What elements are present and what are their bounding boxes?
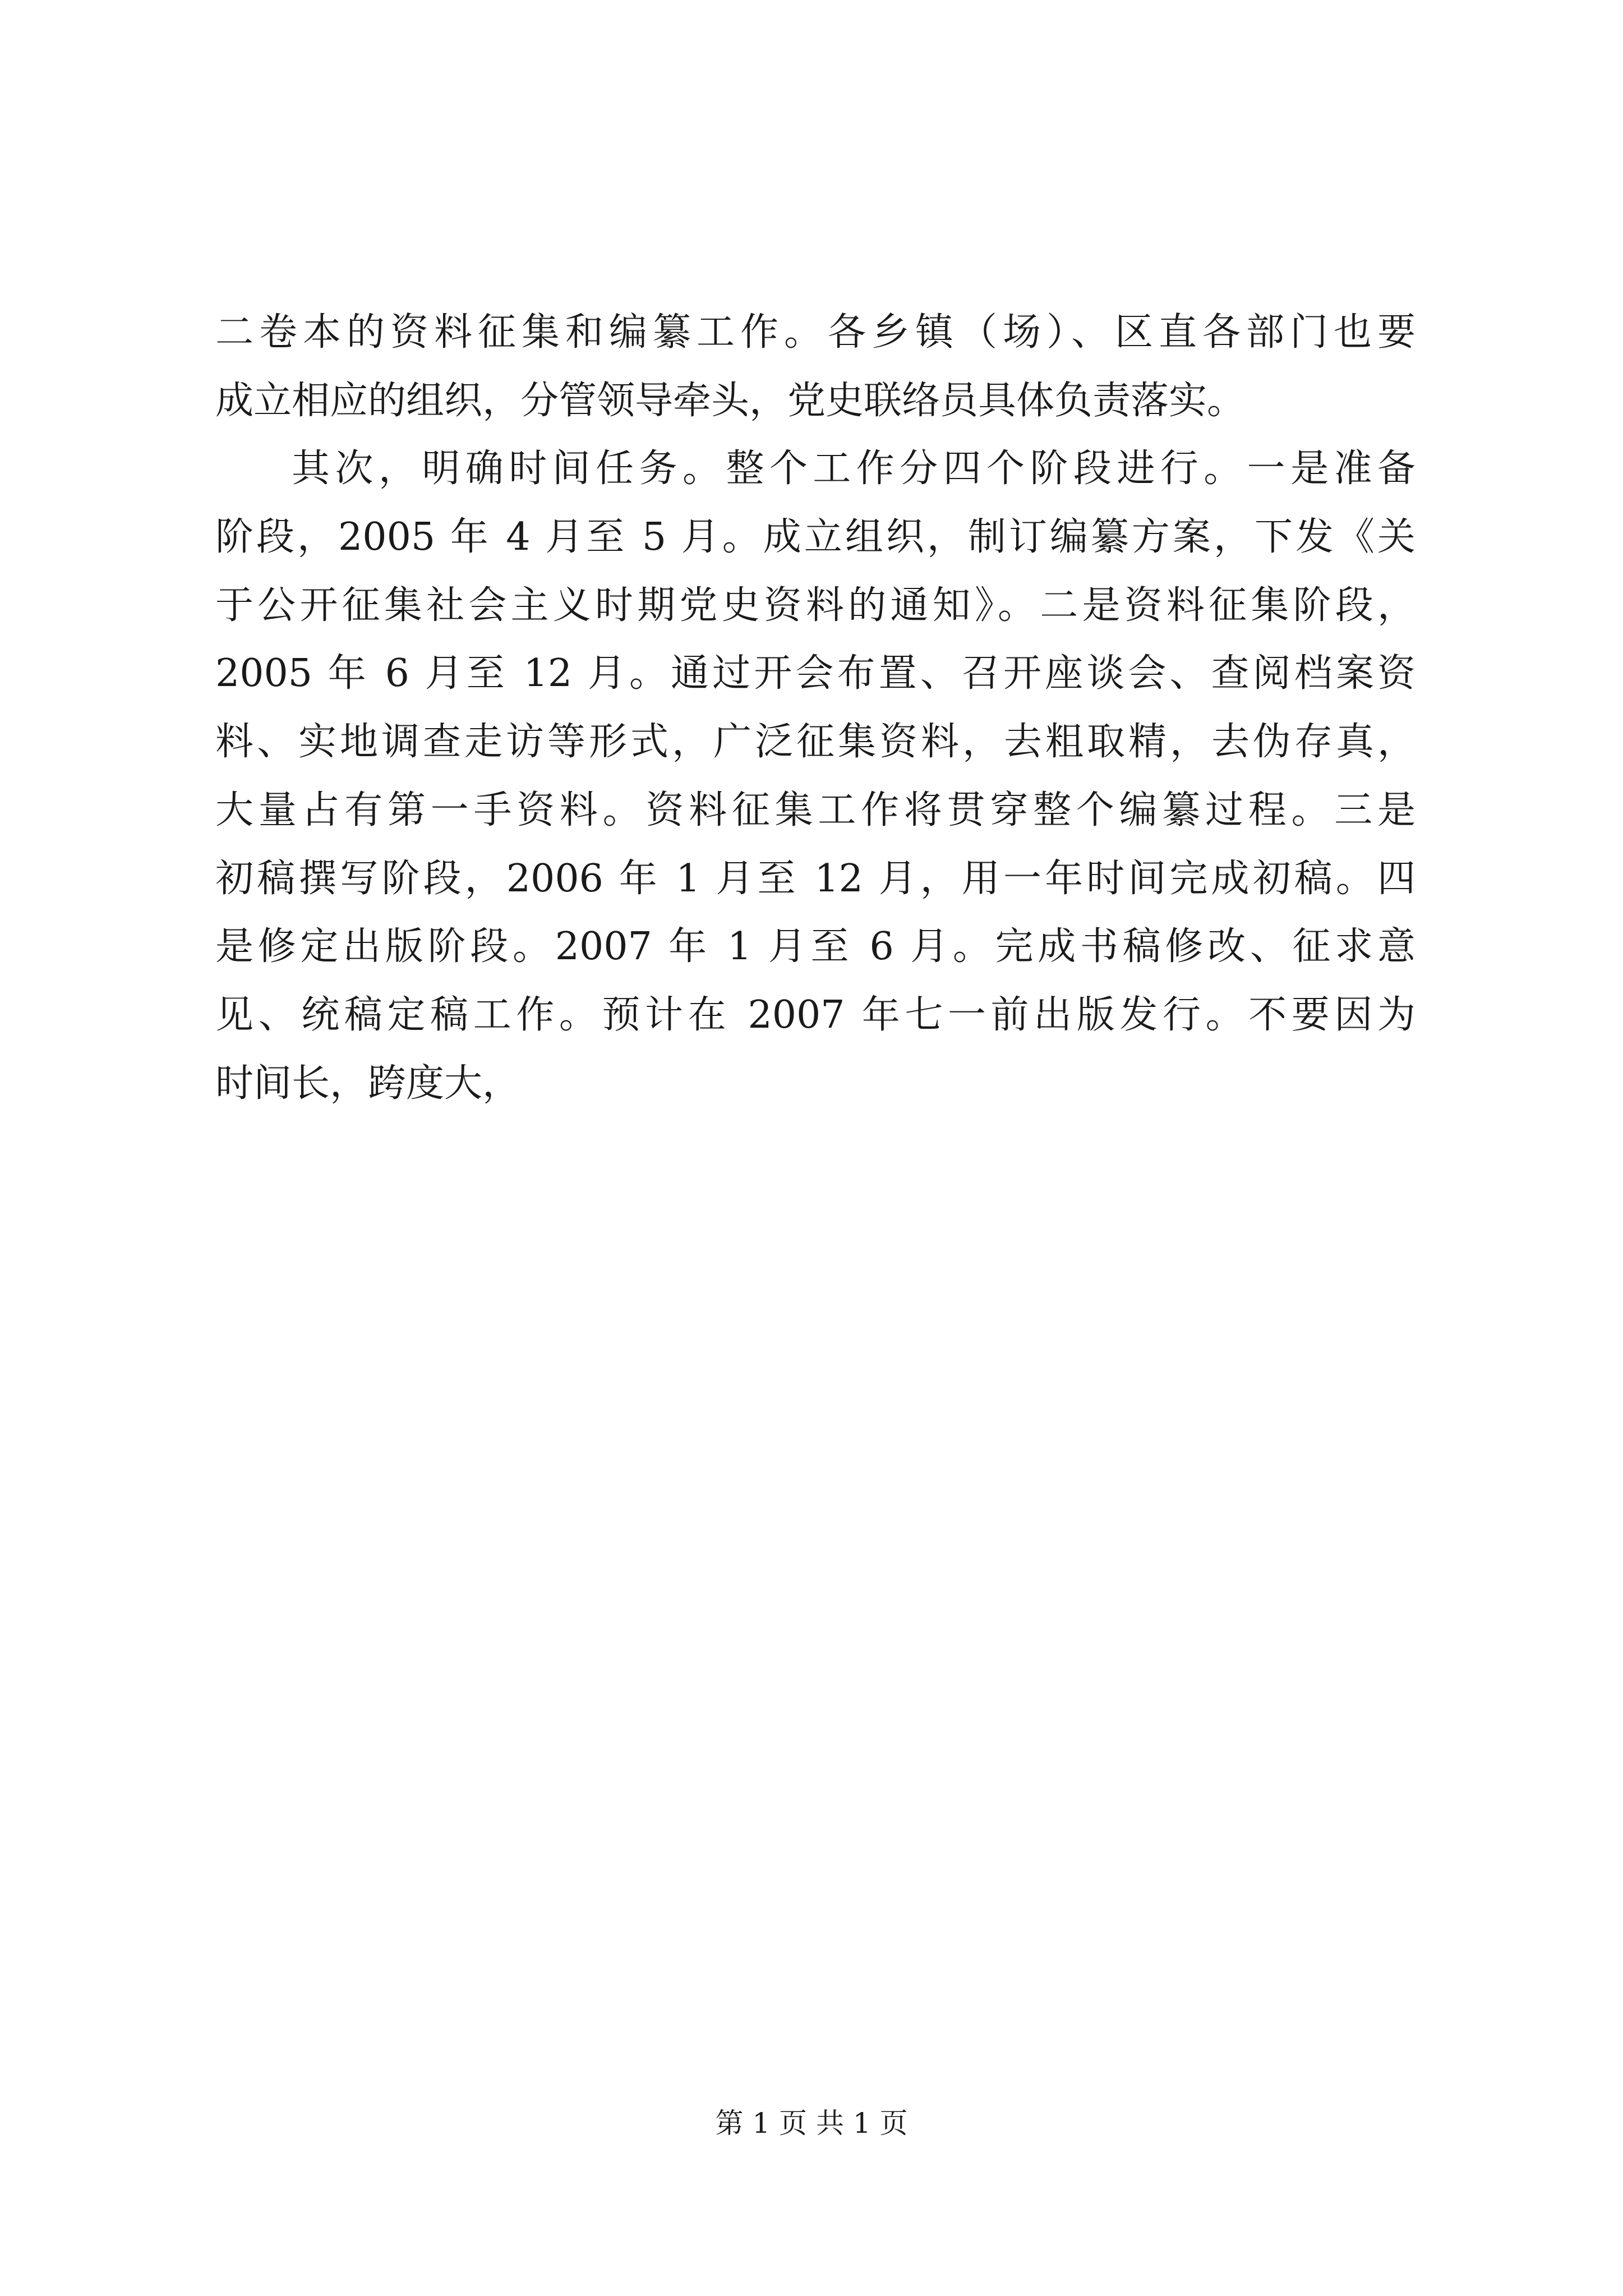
- paragraph-line: 2005 年 6 月至 12 月。通过开会布置、召开座谈会、查阅档案资: [215, 651, 1415, 696]
- page-number-footer: 第 1 页 共 1 页: [715, 2107, 908, 2139]
- paragraph-line: 于公开征集社会主义时期党史资料的通知》。二是资料征集阶段，: [215, 583, 1415, 628]
- paragraph-line: 成立相应的组织，分管领导牵头，党史联络员具体负责落实。: [215, 378, 1246, 423]
- paragraph-line: 见、统稿定稿工作。预计在 2007 年七一前出版发行。不要因为: [215, 992, 1415, 1037]
- paragraph-line: 初稿撰写阶段，2006 年 1 月至 12 月，用一年时间完成初稿。四: [215, 856, 1415, 901]
- paragraph-line: 时间长，跨度大，: [215, 1061, 521, 1106]
- paragraph-line: 料、实地调查走访等形式，广泛征集资料，去粗取精，去伪存真，: [215, 720, 1415, 765]
- paragraph-line: 大量占有第一手资料。资料征集工作将贯穿整个编纂过程。三是: [215, 788, 1415, 832]
- paragraph-line: 阶段，2005 年 4 月至 5 月。成立组织，制订编纂方案，下发《关: [215, 515, 1415, 560]
- paragraph-line: 是修定出版阶段。2007 年 1 月至 6 月。完成书稿修改、征求意: [215, 924, 1415, 969]
- paragraph-line: 二卷本的资料征集和编纂工作。各乡镇（场）、区直各部门也要: [215, 310, 1415, 355]
- paragraph-line: 其次，明确时间任务。整个工作分四个阶段进行。一是准备: [292, 447, 1415, 491]
- document-body: [215, 306, 1415, 1125]
